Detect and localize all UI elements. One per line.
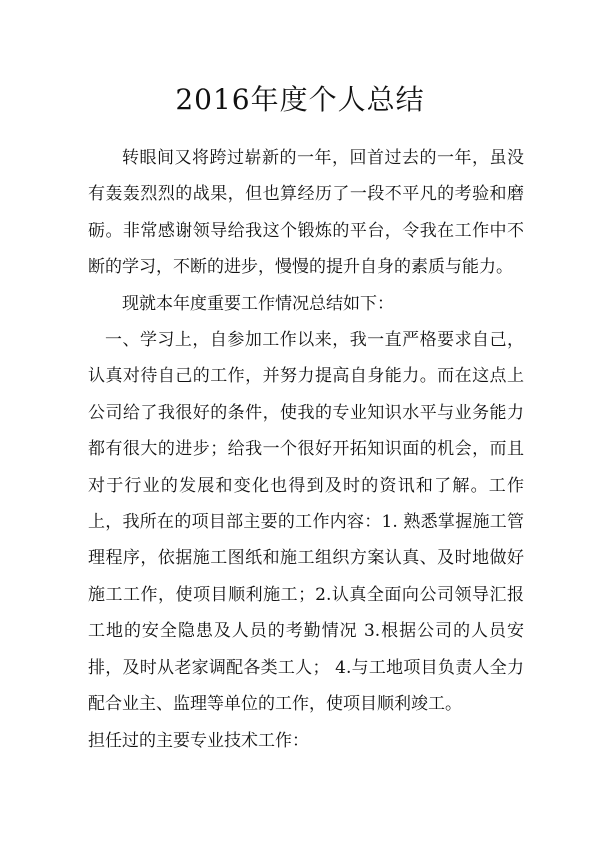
- paragraph-section-one: 一、学习上，自参加工作以来，我一直严格要求自己，认真对待自己的工作，并努力提高自身能力。而在这点上公司给了我很好的条件，使我的专业知识水平与业务能力都有很大的进步；给我一个很好开拓知识面的机会，而且对于行业的发展和变化也得到及时的资讯和了解。工作上，我所在的项目部主要的工作内容：1. 熟悉掌握施工管理程序，依据施工图纸和施工组织方案认真、及时地做好施工工作，使项目顺利施工；2.认真全面向公司领导汇报工地的安全隐患及人员的考勤情况 3.根据公司的人员安排，及时从老家调配各类工人； 4.与工地项目负责人全力配合业主、监理等单位的工作，使项目顺利竣工。: [88, 330, 524, 715]
- document-title: 2016年度个人总结: [175, 83, 425, 116]
- document-body: [88, 140, 524, 759]
- paragraph-technical-work: 担任过的主要专业技术工作：: [88, 730, 309, 751]
- paragraph-intro: 转眼间又将跨过崭新的一年，回首过去的一年，虽没有轰轰烈烈的战果，但也算经历了一段不平凡的考验和磨砺。非常感谢领导给我这个锻炼的平台，令我在工作中不断的学习，不断的进步，慢慢的提升自身的素质与能力。: [88, 148, 524, 278]
- paragraph-summary-lead: 现就本年度重要工作情况总结如下：: [122, 293, 394, 314]
